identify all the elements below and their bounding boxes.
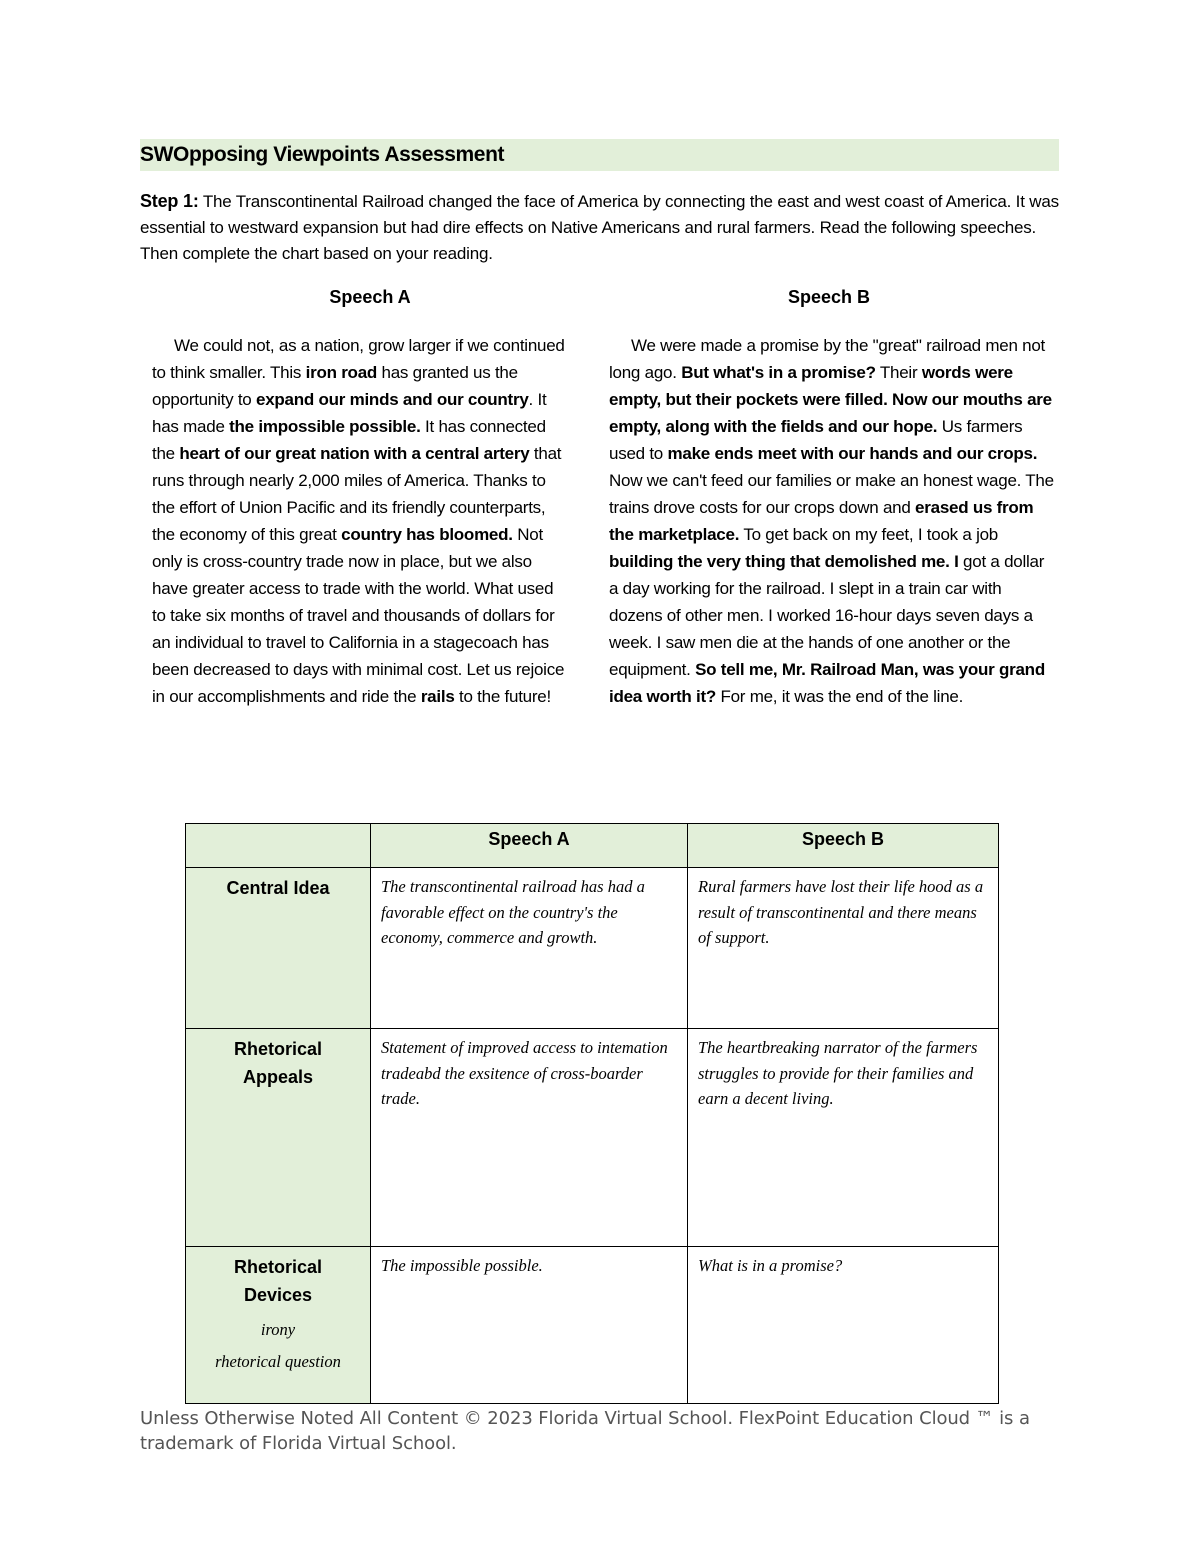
step-label: Step 1:	[140, 191, 199, 211]
chart-row-central-idea	[186, 868, 999, 1029]
chart-header-row	[186, 824, 999, 868]
speech-a-heading: Speech A	[329, 287, 411, 307]
speech-text-run: Not only is cross-country trade now in place, but we also have greater access to trade with the world. What used to take six months of travel and thousands of dollars for an individual to travel to California in a stagecoach has been decreased to days with minimal cost. Let us rejoice in our accomplishments and ride the	[152, 525, 565, 706]
chart-header-speech-b: Speech B	[688, 824, 999, 868]
speech-text-run: Us farmers used to	[609, 417, 1023, 463]
chart-header-speech-a: Speech A	[371, 824, 688, 868]
copyright-footer: Unless Otherwise Noted All Content © 2023 Florida Virtual School. FlexPoint Education Cloud ™ is a trademark of Florida Virtual School.	[140, 1408, 1030, 1454]
emphasized-phrase: the impossible possible.	[229, 417, 421, 436]
emphasized-phrase: heart of our great nation with a central artery	[179, 444, 530, 463]
emphasized-phrase: make ends meet with our hands and our crops.	[667, 444, 1038, 463]
intro-paragraph	[140, 188, 1065, 267]
chart-header-blank	[186, 824, 371, 868]
chart-row-rhetorical-appeals	[186, 1029, 999, 1247]
speech-b-text	[609, 332, 1054, 710]
speech-text-run: To get back on my feet, I took a job	[739, 525, 999, 544]
analysis-chart	[185, 823, 999, 1404]
emphasized-phrase: building the very thing that demolished me. I	[609, 552, 959, 571]
row-label-rhetorical-appeals: Rhetorical Appeals	[186, 1029, 371, 1247]
emphasized-phrase: expand our minds and our country	[256, 390, 529, 409]
row-label-rhetorical-devices-cell	[186, 1247, 371, 1404]
central-idea-speech-b[interactable]: Rural farmers have lost their life hood as a result of transcontinental and there means of support.	[688, 868, 999, 1029]
speech-text-run: Now we can't feed our families or make an honest wage. The trains drove costs for our crops down and	[609, 471, 1054, 517]
rhetorical-appeals-speech-b[interactable]: The heartbreaking narrator of the farmers struggles to provide for their families and earn a decent living.	[688, 1029, 999, 1247]
row-label-central-idea: Central Idea	[186, 868, 371, 1029]
page-title: SWOpposing Viewpoints Assessment	[140, 139, 1059, 171]
emphasized-phrase: country has bloomed.	[341, 525, 513, 544]
device-label-irony: irony	[260, 1320, 296, 1339]
emphasized-phrase: erased us from the marketplace.	[609, 498, 1034, 544]
rhetorical-appeals-speech-a[interactable]: Statement of improved access to intemation tradeabd the exsitence of cross-boarder trade.	[371, 1029, 688, 1247]
rhetorical-devices-speech-b[interactable]: What is in a promise?	[688, 1247, 999, 1404]
emphasized-phrase: words were empty, but their pockets were filled. Now our mouths are empty, along with the fields and our hope.	[609, 363, 1052, 436]
central-idea-speech-a[interactable]: The transcontinental railroad has had a favorable effect on the country's the economy, commerce and growth.	[371, 868, 688, 1029]
row-label-rhetorical-devices: Rhetorical Devices	[233, 1257, 323, 1305]
speech-a-text	[152, 332, 570, 710]
emphasized-phrase: iron road	[305, 363, 378, 382]
speech-text-run: got a dollar a day working for the railroad. I slept in a train car with dozens of other men. I worked 16-hour days seven days a week. I saw men die at the hands of one another or the equipment.	[609, 552, 1045, 679]
speech-text-run: It has connected the	[152, 417, 546, 463]
speech-text-run: Their	[875, 363, 922, 382]
speech-text-run: . It has made	[152, 390, 547, 436]
emphasized-phrase: But what's in a promise?	[681, 363, 876, 382]
emphasized-phrase: rails	[420, 687, 455, 706]
speech-text-run: has granted us the opportunity to	[152, 363, 518, 409]
speech-text-run: We could not, as a nation, grow larger if we continued to think smaller. This	[152, 336, 565, 382]
emphasized-phrase: So tell me, Mr. Railroad Man, was your grand idea worth it?	[609, 660, 1045, 706]
speech-text-run: We were made a promise by the "great" railroad men not long ago.	[609, 336, 1046, 382]
speech-text-run: to the future!	[454, 687, 551, 706]
device-label-rhetorical-question: rhetorical question	[215, 1352, 341, 1371]
chart-row-rhetorical-devices	[186, 1247, 999, 1404]
intro-text: The Transcontinental Railroad changed the face of America by connecting the east and west coast of America. It was essential to westward expansion but had dire effects on Native Americans and rural farmers. Read the following speeches. Then complete the chart based on your reading.	[140, 192, 1059, 263]
rhetorical-devices-speech-a[interactable]: The impossible possible.	[371, 1247, 688, 1404]
speech-text-run: For me, it was the end of the line.	[716, 687, 964, 706]
speech-b-heading: Speech B	[787, 287, 871, 307]
speech-text-run: that runs through nearly 2,000 miles of America. Thanks to the effort of Union Pacific and its friendly counterparts, the economy of this great	[152, 444, 562, 544]
